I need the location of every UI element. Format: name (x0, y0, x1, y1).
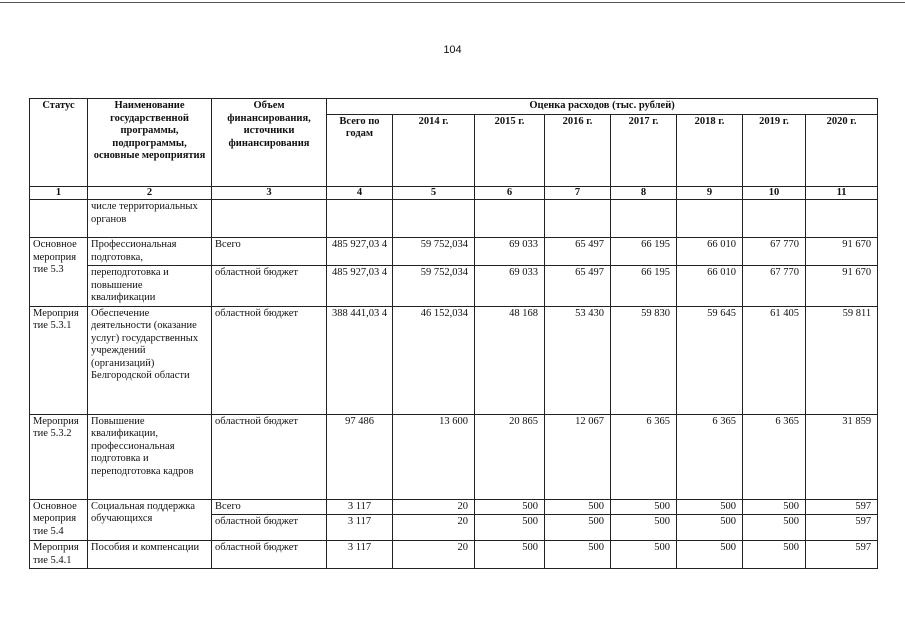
table-row (30, 306, 878, 414)
name-cell: числе территориальных органов (88, 200, 212, 238)
value-cell: 67 770 (743, 238, 806, 266)
column-number-row (30, 186, 878, 200)
value-cell: 500 (545, 541, 611, 569)
value-cell: 91 670 (806, 266, 878, 307)
value-cell: 46 152,034 (393, 306, 475, 414)
value-cell: 91 670 (806, 238, 878, 266)
table-row (30, 266, 878, 307)
value-cell: 31 859 (806, 414, 878, 499)
value-cell: 69 033 (475, 266, 545, 307)
status-cell: Мероприя тие 5.4.1 (30, 541, 88, 569)
column-number: 7 (545, 186, 611, 200)
value-cell: 65 497 (545, 266, 611, 307)
header-year: 2017 г. (611, 114, 677, 186)
value-cell: 59 645 (677, 306, 743, 414)
value-cell: 48 168 (475, 306, 545, 414)
header-year: 2019 г. (743, 114, 806, 186)
value-cell: 500 (475, 515, 545, 541)
table-row (30, 200, 878, 238)
status-cell: Мероприя тие 5.3.2 (30, 414, 88, 499)
source-cell: областной бюджет (212, 515, 327, 541)
value-cell (393, 200, 475, 238)
value-cell: 61 405 (743, 306, 806, 414)
value-cell: 500 (677, 515, 743, 541)
table-row (30, 414, 878, 499)
value-cell: 500 (475, 499, 545, 515)
value-cell: 59 752,034 (393, 266, 475, 307)
status-cell: Основное мероприя тие 5.4 (30, 499, 88, 541)
header-year: 2018 г. (677, 114, 743, 186)
value-cell: 500 (743, 515, 806, 541)
value-cell: 500 (611, 541, 677, 569)
header-year: 2020 г. (806, 114, 878, 186)
name-cell: переподготовка и повышение квалификации (88, 266, 212, 307)
value-cell: 67 770 (743, 266, 806, 307)
column-number: 11 (806, 186, 878, 200)
value-cell: 66 195 (611, 238, 677, 266)
column-number: 6 (475, 186, 545, 200)
value-cell: 59 830 (611, 306, 677, 414)
value-cell: 69 033 (475, 238, 545, 266)
value-cell: 6 365 (677, 414, 743, 499)
column-number: 2 (88, 186, 212, 200)
value-cell: 20 (393, 515, 475, 541)
header-status: Статус (30, 99, 88, 187)
header-row-top (30, 99, 878, 115)
value-cell: 3 117 (327, 515, 393, 541)
page-top-border (0, 2, 905, 3)
source-cell (212, 200, 327, 238)
column-number: 9 (677, 186, 743, 200)
table-row (30, 499, 878, 515)
header-total: Всего по годам (327, 114, 393, 186)
source-cell: областной бюджет (212, 306, 327, 414)
value-cell: 13 600 (393, 414, 475, 499)
value-cell: 66 010 (677, 266, 743, 307)
value-cell: 597 (806, 515, 878, 541)
value-cell: 20 (393, 541, 475, 569)
value-cell: 485 927,03 4 (327, 266, 393, 307)
value-cell: 66 195 (611, 266, 677, 307)
header-year: 2014 г. (393, 114, 475, 186)
source-cell: областной бюджет (212, 266, 327, 307)
column-number: 1 (30, 186, 88, 200)
value-cell: 500 (545, 515, 611, 541)
value-cell: 20 865 (475, 414, 545, 499)
value-cell: 20 (393, 499, 475, 515)
value-cell: 500 (677, 541, 743, 569)
value-cell: 6 365 (743, 414, 806, 499)
value-cell: 500 (743, 541, 806, 569)
column-number: 5 (393, 186, 475, 200)
status-cell (30, 200, 88, 238)
value-cell (677, 200, 743, 238)
value-cell (611, 200, 677, 238)
column-number: 3 (212, 186, 327, 200)
value-cell: 59 752,034 (393, 238, 475, 266)
value-cell: 500 (475, 541, 545, 569)
value-cell: 500 (611, 515, 677, 541)
value-cell (806, 200, 878, 238)
table-row (30, 238, 878, 266)
name-cell: Повышение квалификации, профессиональная подготовка и переподготовка кадров (88, 414, 212, 499)
value-cell: 3 117 (327, 541, 393, 569)
status-cell: Основное мероприя тие 5.3 (30, 238, 88, 307)
value-cell: 500 (677, 499, 743, 515)
value-cell: 500 (545, 499, 611, 515)
header-costs-title: Оценка расходов (тыс. рублей) (327, 99, 878, 115)
header-name: Наименование государственной программы, подпрограммы, основные мероприятия (88, 99, 212, 187)
value-cell: 53 430 (545, 306, 611, 414)
source-cell: областной бюджет (212, 414, 327, 499)
status-cell: Мероприя тие 5.3.1 (30, 306, 88, 414)
value-cell: 65 497 (545, 238, 611, 266)
column-number: 10 (743, 186, 806, 200)
header-funding: Объем финансирования, источники финансирования (212, 99, 327, 187)
value-cell (327, 200, 393, 238)
source-cell: Всего (212, 238, 327, 266)
value-cell: 59 811 (806, 306, 878, 414)
value-cell (475, 200, 545, 238)
expense-table (29, 98, 878, 569)
header-year: 2015 г. (475, 114, 545, 186)
value-cell: 388 441,03 4 (327, 306, 393, 414)
table-row (30, 541, 878, 569)
value-cell (545, 200, 611, 238)
name-cell: Пособия и компенсации (88, 541, 212, 569)
page-number: 104 (443, 44, 462, 56)
value-cell: 66 010 (677, 238, 743, 266)
value-cell (743, 200, 806, 238)
source-cell: областной бюджет (212, 541, 327, 569)
name-cell: Социальная поддержка обучающихся (88, 499, 212, 541)
name-cell: Профессиональная подготовка, (88, 238, 212, 266)
value-cell: 500 (611, 499, 677, 515)
value-cell: 485 927,03 4 (327, 238, 393, 266)
value-cell: 6 365 (611, 414, 677, 499)
source-cell: Всего (212, 499, 327, 515)
name-cell: Обеспечение деятельности (оказание услуг) государственных учреждений (организаций) Белгородской области (88, 306, 212, 414)
value-cell: 12 067 (545, 414, 611, 499)
value-cell: 3 117 (327, 499, 393, 515)
value-cell: 597 (806, 541, 878, 569)
column-number: 4 (327, 186, 393, 200)
header-year: 2016 г. (545, 114, 611, 186)
value-cell: 97 486 (327, 414, 393, 499)
value-cell: 500 (743, 499, 806, 515)
column-number: 8 (611, 186, 677, 200)
value-cell: 597 (806, 499, 878, 515)
